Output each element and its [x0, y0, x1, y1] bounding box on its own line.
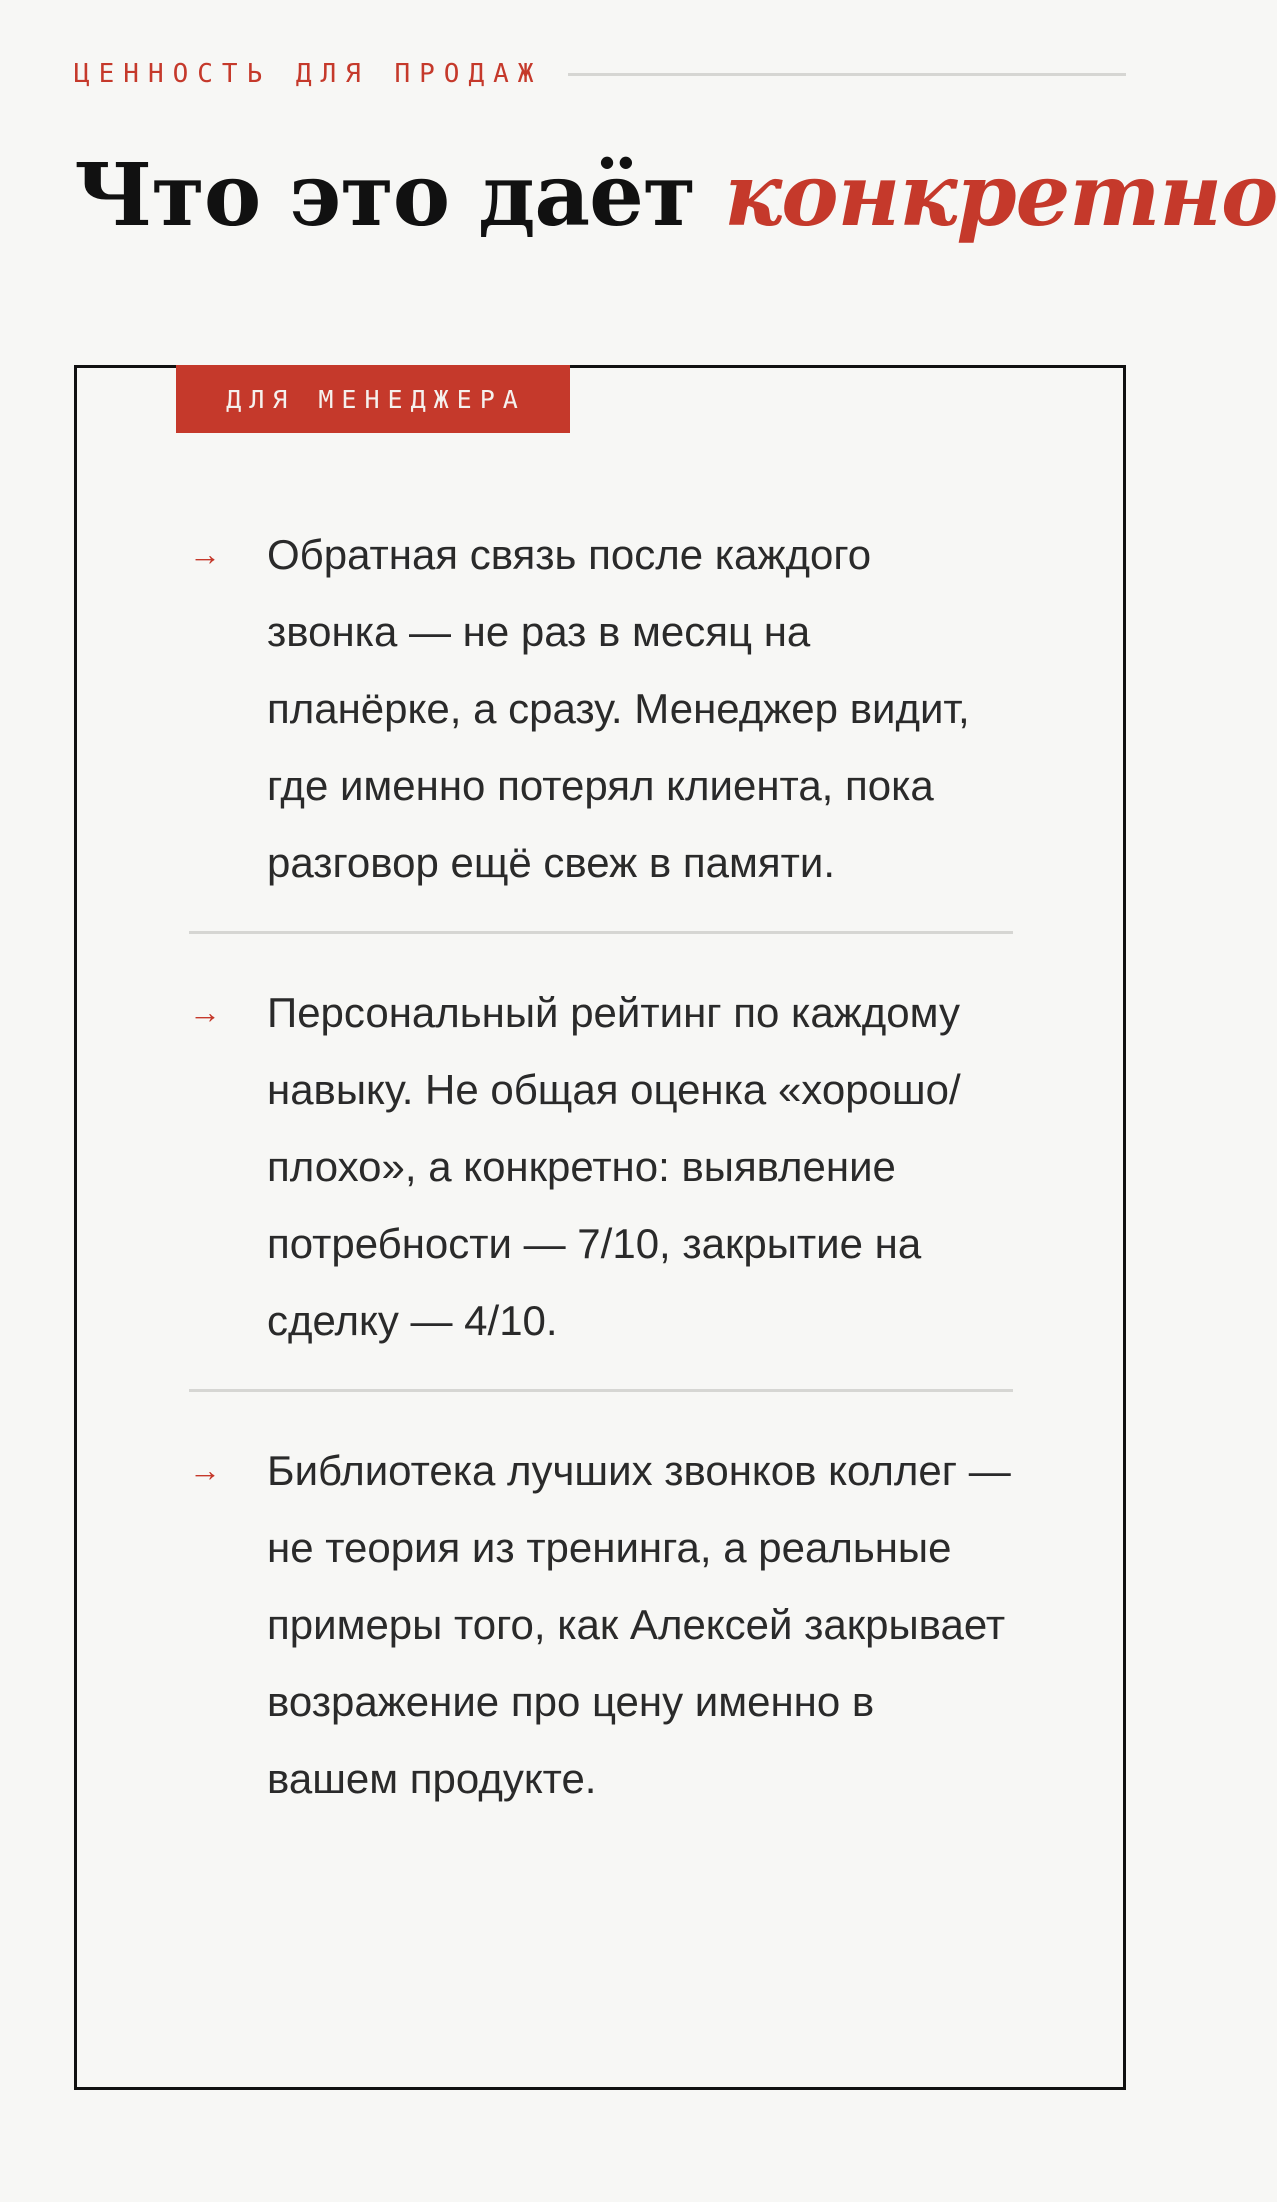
manager-benefits-card	[74, 365, 1126, 2090]
arrow-right-icon: →	[189, 1452, 221, 1488]
page-title	[74, 140, 1277, 252]
list-item-text: Персональный рейтинг по каждому навыку. Не общая оценка «хорошо/плохо», а конкретно: выявление потребности — 7/10, закрытие на сделку — 4/10.	[267, 989, 961, 1344]
section-eyebrow: ЦЕННОСТЬ ДЛЯ ПРОДАЖ	[74, 59, 543, 89]
arrow-right-icon: →	[189, 994, 221, 1030]
section-eyebrow-row	[74, 56, 1126, 92]
page-title-main: Что это даёт	[74, 145, 725, 246]
list-item	[189, 1389, 1013, 1817]
list-item	[189, 931, 1013, 1389]
page-title-accent: конкретно	[724, 145, 1277, 246]
list-item-text: Обратная связь после каждого звонка — не раз в месяц на планёрке, а сразу. Менеджер видит, где именно потерял клиента, пока разговор ещё свеж в памяти.	[267, 531, 970, 886]
arrow-right-icon: →	[189, 536, 221, 572]
audience-tag: ДЛЯ МЕНЕДЖЕРА	[176, 365, 570, 433]
benefits-list	[189, 516, 1013, 1817]
eyebrow-divider	[568, 73, 1126, 76]
list-item	[189, 516, 1013, 931]
list-item-text: Библиотека лучших звонков коллег — не теория из тренинга, а реальные примеры того, как Алексей закрывает возражение про цену именно в вашем продукте.	[267, 1447, 1011, 1802]
